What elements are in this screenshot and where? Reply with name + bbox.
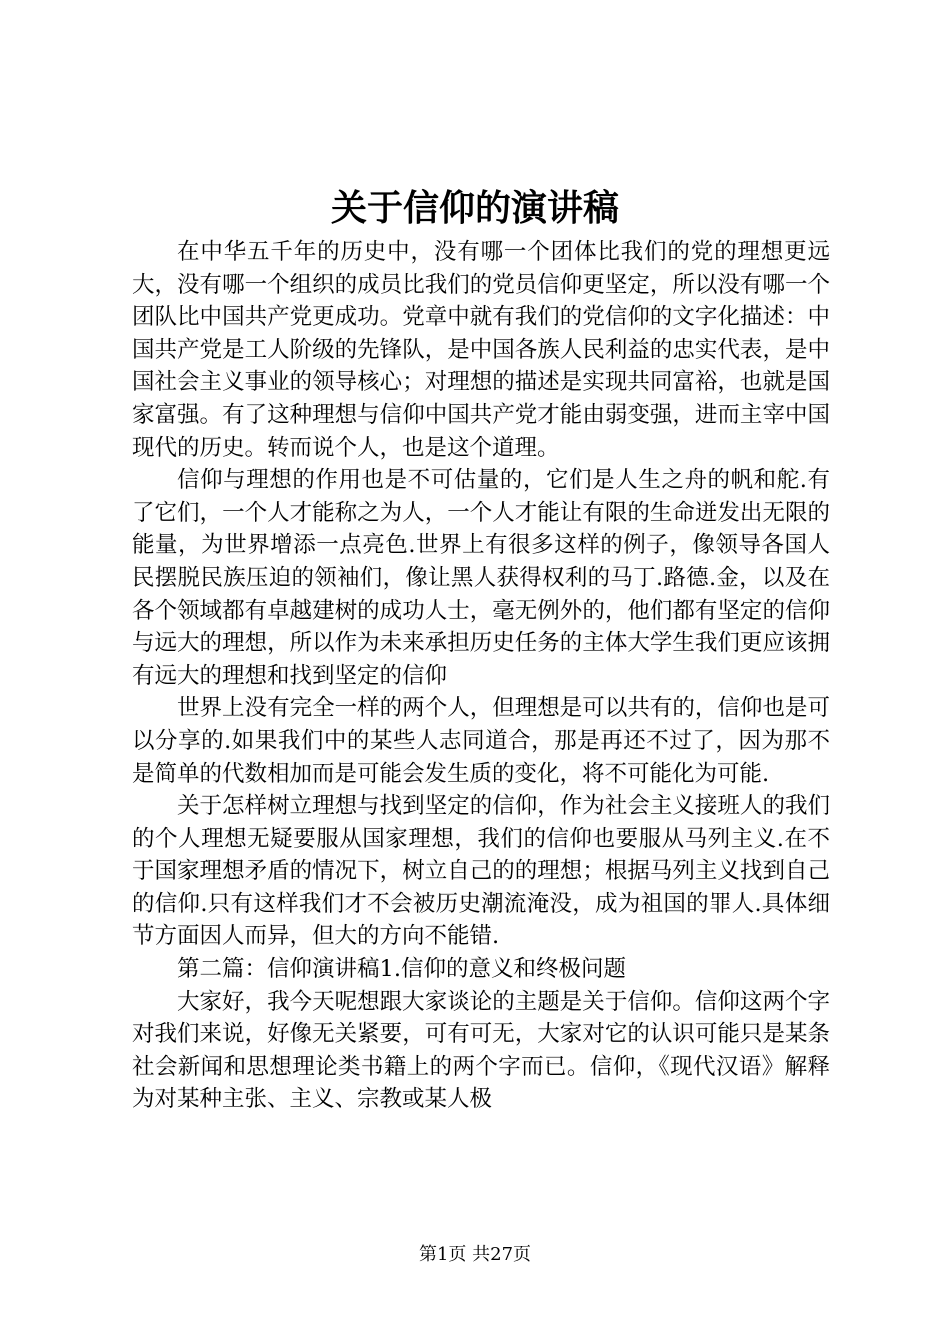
paragraph: 大家好，我今天呢想跟大家谈论的主题是关于信仰。信仰这两个字对我们来说，好像无关紧要，可有可无，大家对它的认识可能只是某条社会新闻和思想理论类书籍上的两个字而已。信仰，《现代汉语》解释为对某种主张、主义、宗教或某人极 [132,988,830,1113]
document-title: 关于信仰的演讲稿 [330,187,619,229]
page-footer: 第1页 共27页 [418,1244,532,1265]
paragraph: 在中华五千年的历史中，没有哪一个团体比我们的党的理想更远大，没有哪一个组织的成员比我们的党员信仰更坚定，所以没有哪一个团队比中国共产党更成功。党章中就有我们的党信仰的文字化描述：中国共产党是工人阶级的先锋队，是中国各族人民利益的忠实代表，是中国社会主义事业的领导核心；对理想的描述是实现共同富裕，也就是国家富强。有了这种理想与信仰中国共产党才能由弱变强，进而主宰中国现代的历史。转而说个人，也是这个道理。 [132,239,830,461]
paragraph: 世界上没有完全一样的两个人，但理想是可以共有的，信仰也是可以分享的.如果我们中的某些人志同道合，那是再还不过了，因为那不是简单的代数相加而是可能会发生质的变化，将不可能化为可能. [132,695,830,787]
section-heading: 第二篇：信仰演讲稿1.信仰的意义和终极问题 [177,956,626,983]
document-body [132,236,830,1116]
paragraph: 信仰与理想的作用也是不可估量的，它们是人生之舟的帆和舵.有了它们，一个人才能称之为人，一个人才能让有限的生命迸发出无限的能量，为世界增添一点亮色.世界上有很多这样的例子，像领导各国人民摆脱民族压迫的领袖们，像让黑人获得权利的马丁.路德.金，以及在各个领域都有卓越建树的成功人士，毫无例外的，他们都有坚定的信仰与远大的理想，所以作为未来承担历史任务的主体大学生我们更应该拥有远大的理想和找到坚定的信仰 [132,467,830,689]
paragraph: 关于怎样树立理想与找到坚定的信仰，作为社会主义接班人的我们的个人理想无疑要服从国家理想，我们的信仰也要服从马列主义.在不于国家理想矛盾的情况下，树立自己的的理想；根据马列主义找到自己的信仰.只有这样我们才不会被历史潮流淹没，成为祖国的罪人.具体细节方面因人而异，但大的方向不能错. [132,793,830,950]
